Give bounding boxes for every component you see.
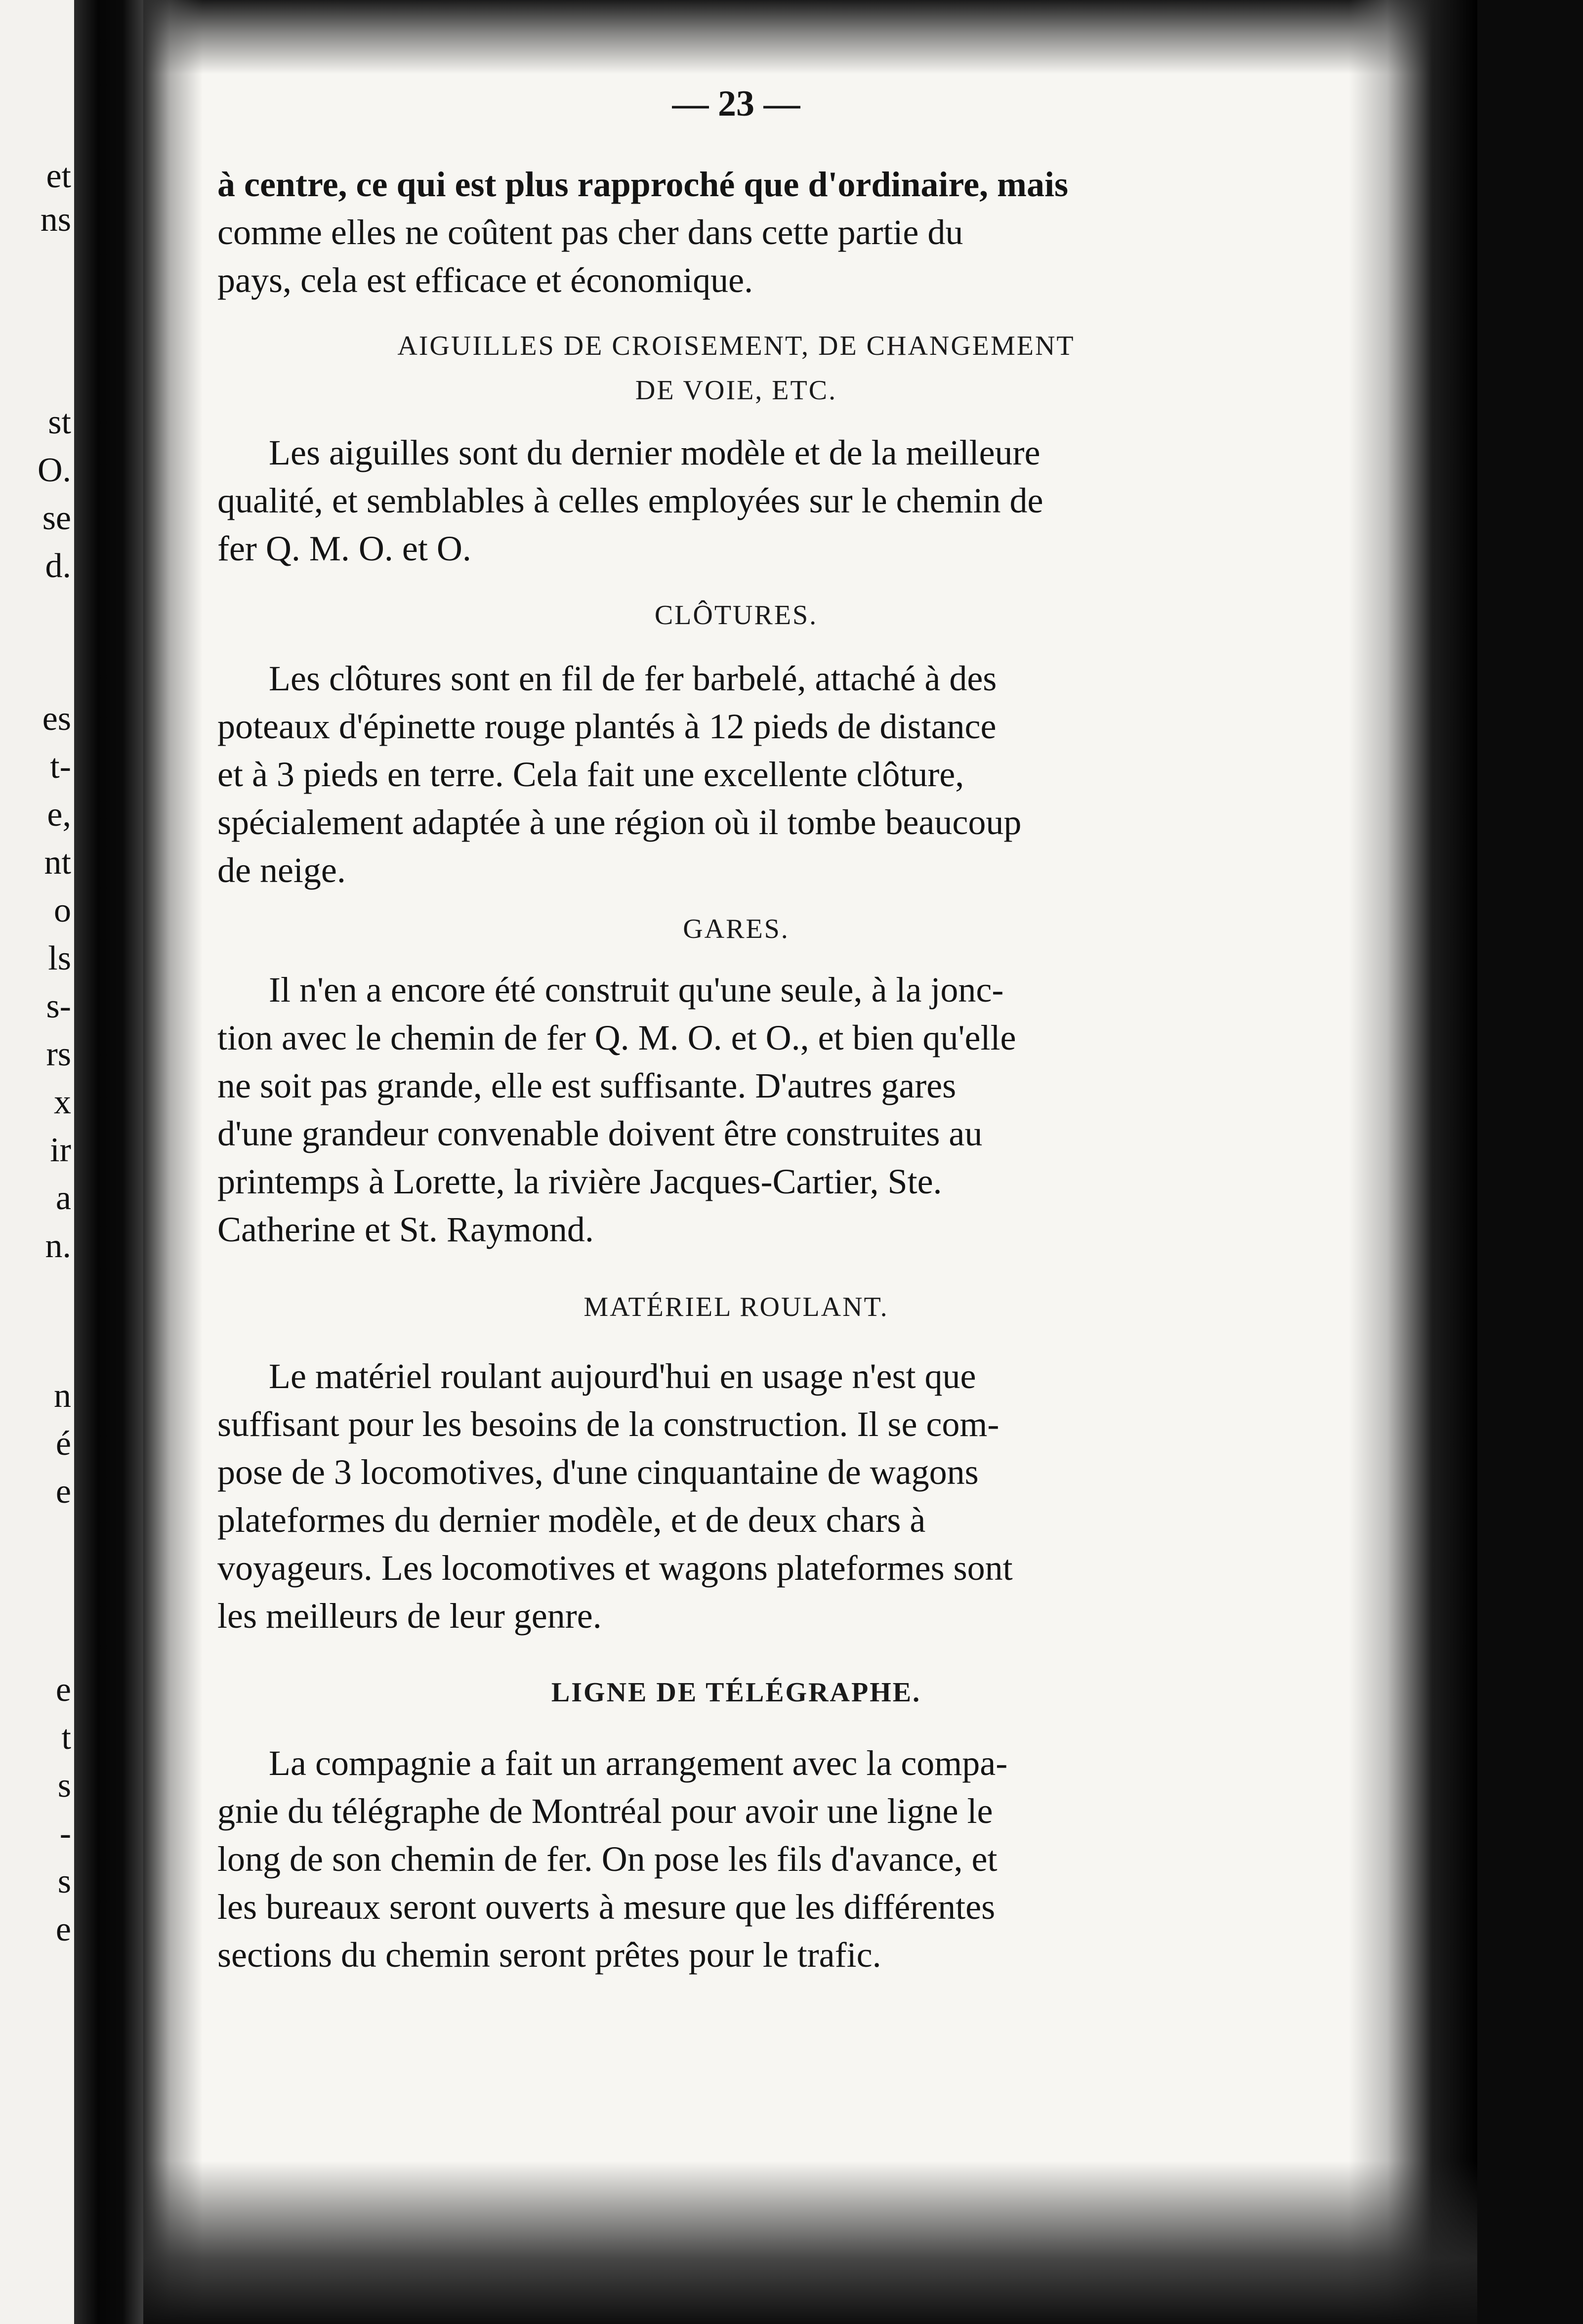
left-fragment: x (54, 1085, 71, 1120)
left-fragment: s (57, 1769, 71, 1803)
left-fragment: e (55, 1673, 71, 1707)
text-line: pose de 3 locomotives, d'une cinquantaine de wagons (217, 1452, 979, 1492)
text-line: long de son chemin de fer. On pose les fils d'avance, et (217, 1839, 998, 1879)
paragraph-materiel-roulant (217, 1352, 1255, 1640)
scan-shadow-bottom (143, 2161, 1477, 2324)
scan-shadow-top (143, 0, 1477, 74)
text-line: gnie du télégraphe de Montréal pour avoir une ligne le (217, 1791, 993, 1831)
text-line: La compagnie a fait un arrangement avec la compa- (269, 1743, 1008, 1783)
left-fragment: st (48, 405, 71, 440)
left-fragment: et (46, 159, 71, 194)
heading-line: CLÔTURES. (654, 600, 818, 631)
scan-shadow-left (143, 0, 203, 2324)
heading-line: MATÉRIEL ROULANT. (583, 1292, 889, 1322)
text-line: comme elles ne coûtent pas cher dans cette partie du (217, 212, 963, 252)
book-gutter (74, 0, 143, 2324)
adjacent-page-edge (0, 0, 74, 2324)
text-line: Le matériel roulant aujourd'hui en usage n'est que (269, 1356, 976, 1396)
text-line: tion avec le chemin de fer Q. M. O. et O., et bien qu'elle (217, 1018, 1016, 1057)
left-fragment: rs (46, 1037, 71, 1072)
text-line: Les clôtures sont en fil de fer barbelé, attaché à des (269, 659, 997, 698)
left-fragment: t (61, 1721, 71, 1755)
section-heading-aiguilles (217, 324, 1255, 413)
paragraph-gares (217, 966, 1255, 1254)
text-line: Les aiguilles sont du dernier modèle et de la meilleure (269, 433, 1041, 472)
text-line: et à 3 pieds en terre. Cela fait une excellente clôture, (217, 755, 964, 794)
left-fragment: e, (47, 798, 71, 832)
left-fragment: ls (48, 941, 71, 976)
left-fragment: nt (44, 845, 71, 880)
heading-line: GARES. (683, 914, 790, 944)
left-fragment: e (55, 1475, 71, 1509)
heading-line: LIGNE DE TÉLÉGRAPHE. (551, 1677, 921, 1708)
text-line: de neige. (217, 850, 346, 890)
text-line: poteaux d'épinette rouge plantés à 12 pieds de distance (217, 707, 997, 746)
text-line: sections du chemin seront prêtes pour le trafic. (217, 1935, 881, 1975)
text-line: pays, cela est efficace et économique. (217, 260, 753, 300)
text-line: suffisant pour les besoins de la construction. Il se com- (217, 1404, 1000, 1444)
text-line: qualité, et semblables à celles employées sur le chemin de (217, 481, 1043, 520)
left-fragment: d. (45, 549, 71, 584)
scan-shadow-right (1349, 0, 1477, 2324)
paragraph-clotures (217, 655, 1255, 894)
left-fragment: n (54, 1379, 71, 1413)
left-fragment: a (55, 1181, 71, 1216)
text-line: à centre, ce qui est plus rapproché que d'ordinaire, mais (217, 165, 1069, 204)
intro-paragraph (217, 161, 1255, 304)
text-line: les bureaux seront ouverts à mesure que les différentes (217, 1887, 996, 1927)
left-fragment: n. (45, 1229, 71, 1264)
text-line: printemps à Lorette, la rivière Jacques-Cartier, Ste. (217, 1162, 942, 1201)
left-fragment: s- (46, 989, 71, 1024)
text-line: fer Q. M. O. et O. (217, 529, 471, 568)
paragraph-aiguilles (217, 429, 1255, 573)
section-heading-gares (217, 907, 1255, 951)
left-fragment: t- (50, 750, 71, 784)
text-line: Catherine et St. Raymond. (217, 1210, 594, 1249)
left-fragment: o (54, 893, 71, 928)
left-fragment: se (42, 501, 71, 536)
left-fragment: ns (40, 203, 71, 237)
section-heading-ligne-telegraphe (217, 1670, 1255, 1715)
left-fragment: O. (37, 453, 71, 488)
text-line: spécialement adaptée à une région où il tombe beaucoup (217, 803, 1022, 842)
text-line: plateformes du dernier modèle, et de deux chars à (217, 1500, 926, 1540)
page-number: — 23 — (672, 84, 800, 124)
text-line: ne soit pas grande, elle est suffisante. D'autres gares (217, 1066, 957, 1105)
text-line: les meilleurs de leur genre. (217, 1596, 602, 1636)
text-line: voyageurs. Les locomotives et wagons plateformes sont (217, 1548, 1013, 1588)
paragraph-ligne-telegraphe (217, 1739, 1255, 1979)
left-fragment: ir (50, 1133, 71, 1168)
section-heading-materiel-roulant (217, 1285, 1255, 1329)
text-line: Il n'en a encore été construit qu'une seule, à la jonc- (269, 970, 1004, 1010)
left-fragment: s (57, 1864, 71, 1899)
left-fragment: - (59, 1817, 71, 1851)
book-page (143, 0, 1477, 2324)
text-line: d'une grandeur convenable doivent être construites au (217, 1114, 983, 1153)
heading-line: AIGUILLES DE CROISEMENT, DE CHANGEMENT (397, 331, 1075, 361)
left-fragment: es (42, 702, 71, 736)
left-fragment: e (55, 1912, 71, 1947)
section-heading-clotures (217, 593, 1255, 637)
left-fragment: é (55, 1427, 71, 1461)
heading-line: DE VOIE, ETC. (635, 375, 837, 406)
